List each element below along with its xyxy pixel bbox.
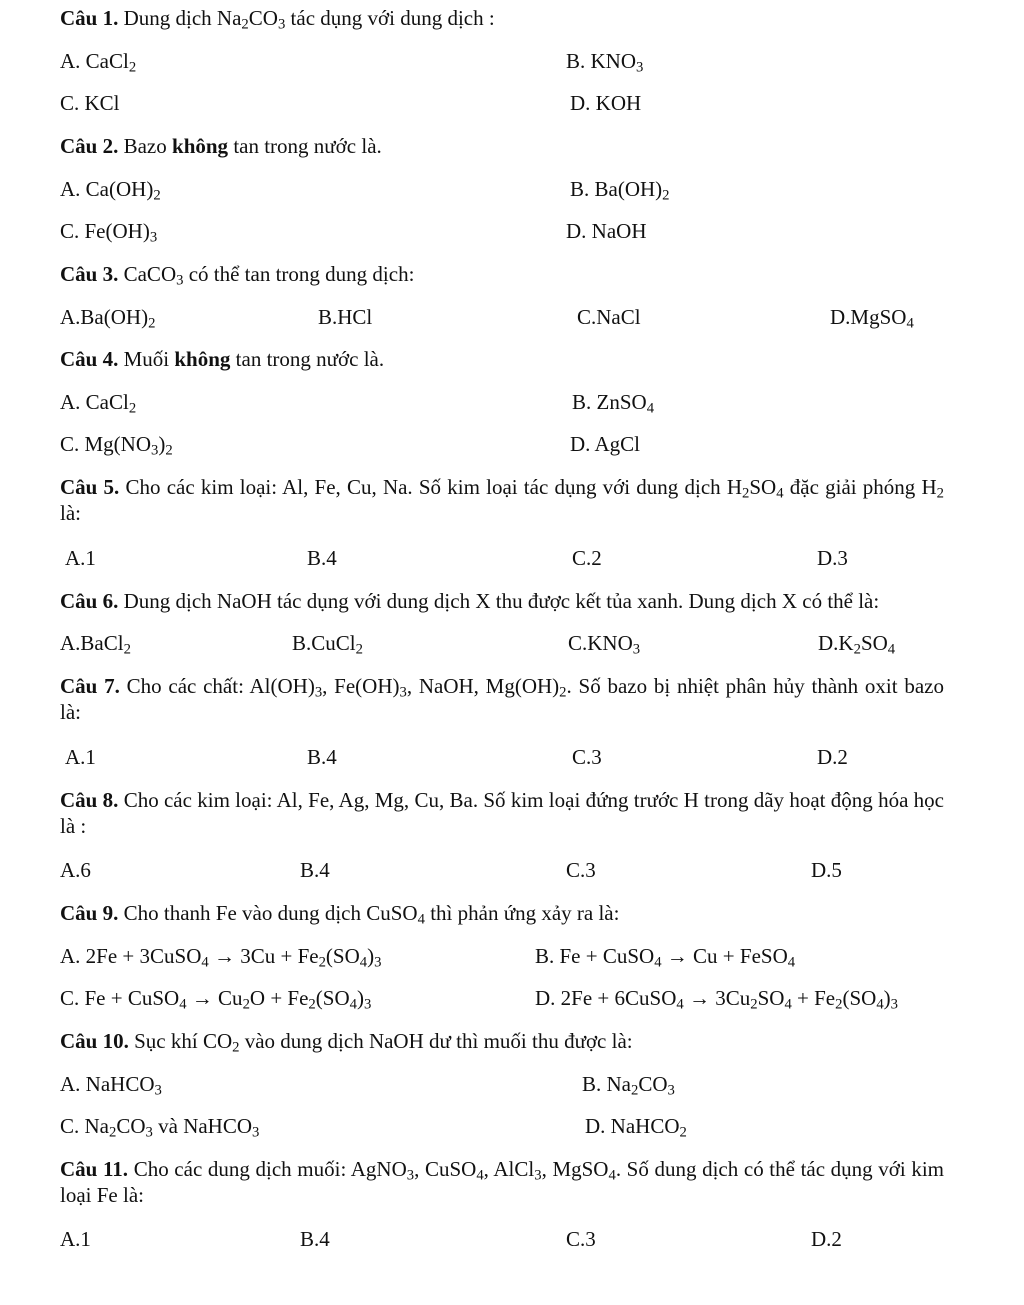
question-text: Cho các kim loại: Al, Fe, Cu, Na. Số kim loại tác dụng với dung dịch $H_2SO_4$ đặc giải phóng $H_2$ là: bbox=[60, 475, 945, 526]
option-c: C. Fe + CuSO$_4$ → $Cu_2O + Fe_2(SO_4)_3$ bbox=[60, 986, 372, 1013]
question-text: Bazo không tan trong nước là. bbox=[123, 134, 382, 158]
option-d: D.2 bbox=[817, 745, 848, 769]
question-6 bbox=[60, 588, 944, 614]
option-c: $C.KNO_3$ bbox=[568, 631, 641, 658]
question-text: Cho các chất: $Al(OH)_3$, $Fe(OH)_3$, NaOH, $Mg(OH)_2$. Số bazo bị nhiệt phân hủy thành oxit bazo là: bbox=[60, 674, 944, 725]
question-2 bbox=[60, 133, 944, 159]
option-b: B.4 bbox=[300, 1227, 330, 1251]
question-text: Cho các dung dịch muối: AgNO$_3$, CuSO$_4$, AlCl$_3$, MgSO$_4$. Số dung dịch có thể tác dụng với kim loại Fe là: bbox=[60, 1157, 945, 1208]
question-text: CaCO$_3$ có thể tan trong dung dịch: bbox=[123, 262, 415, 289]
question-number: Câu 10. bbox=[60, 1029, 129, 1053]
option-b: B. $Ba(OH)_2$ bbox=[570, 177, 670, 204]
option-a: A.1 bbox=[65, 546, 96, 570]
option-a: A. $Ca(OH)_2$ bbox=[60, 177, 161, 204]
option-c: C. $Fe(OH)_3$ bbox=[60, 219, 158, 246]
option-c: C.3 bbox=[566, 1227, 596, 1251]
question-number: Câu 7. bbox=[60, 674, 120, 698]
option-c: C.2 bbox=[572, 546, 602, 570]
option-a: A. CaCl$_2$ bbox=[60, 49, 137, 76]
question-9 bbox=[60, 900, 944, 926]
question-text: Cho thanh Fe vào dung dịch CuSO$_4$ thì phản ứng xảy ra là: bbox=[123, 901, 620, 928]
option-a: A. NaHCO$_3$ bbox=[60, 1072, 162, 1099]
option-a: A.1 bbox=[60, 1227, 91, 1251]
option-b: B.CuCl$_2$ bbox=[292, 631, 363, 658]
option-a: A.6 bbox=[60, 858, 91, 882]
question-number: Câu 2. bbox=[60, 134, 119, 158]
question-text: Cho các kim loại: Al, Fe, Ag, Mg, Cu, Ba. Số kim loại đứng trước H trong dãy hoạt động hóa học là : bbox=[60, 788, 944, 839]
option-b: B.HCl bbox=[318, 305, 373, 329]
option-c: C. $Na_2CO_3$ và NaHCO$_3$ bbox=[60, 1114, 260, 1141]
question-number: Câu 8. bbox=[60, 788, 119, 812]
option-a: A. CaCl$_2$ bbox=[60, 390, 137, 417]
question-number: Câu 1. bbox=[60, 6, 119, 30]
option-d: D.5 bbox=[811, 858, 842, 882]
option-b: B.4 bbox=[300, 858, 330, 882]
question-text: Sục khí $CO_2$ vào dung dịch NaOH dư thì muối thu được là: bbox=[134, 1029, 633, 1056]
option-a: A.BaCl$_2$ bbox=[60, 631, 131, 658]
option-c: C. $Mg(NO_3)_2$ bbox=[60, 432, 173, 459]
option-a: A. 2Fe + 3CuSO$_4$ → $3Cu + Fe_2(SO_4)_3$ bbox=[60, 944, 382, 971]
question-number: Câu 3. bbox=[60, 262, 119, 286]
question-7 bbox=[60, 673, 944, 726]
question-text: Dung dịch $Na_2CO_3$ tác dụng với dung dịch : bbox=[123, 6, 495, 33]
option-d: D. NaHCO$_2$ bbox=[585, 1114, 687, 1141]
option-b: B.4 bbox=[307, 546, 337, 570]
option-d: D. AgCl bbox=[570, 432, 641, 456]
option-b: B. ZnSO$_4$ bbox=[572, 390, 655, 417]
option-a: A.1 bbox=[65, 745, 96, 769]
question-11 bbox=[60, 1156, 944, 1209]
option-d: D. NaOH bbox=[566, 219, 647, 243]
option-c: C.NaCl bbox=[577, 305, 641, 329]
question-3 bbox=[60, 261, 944, 287]
question-number: Câu 6. bbox=[60, 589, 119, 613]
option-b: B. $Na_2CO_3$ bbox=[582, 1072, 675, 1099]
question-number: Câu 11. bbox=[60, 1157, 129, 1181]
option-c: C.3 bbox=[572, 745, 602, 769]
option-c: C. KCl bbox=[60, 91, 120, 115]
option-d: D. 2Fe + 6CuSO$_4$ → $3Cu_2SO_4 + Fe_2(SO_4)_3$ bbox=[535, 986, 898, 1013]
option-d: D.2 bbox=[811, 1227, 842, 1251]
question-number: Câu 9. bbox=[60, 901, 119, 925]
option-a: $A.Ba(OH)_2$ bbox=[60, 305, 156, 332]
option-d: D. KOH bbox=[570, 91, 642, 115]
option-b: B.4 bbox=[307, 745, 337, 769]
question-8 bbox=[60, 787, 944, 840]
question-text: Muối không tan trong nước là. bbox=[123, 347, 385, 371]
option-d: D.3 bbox=[817, 546, 848, 570]
option-d: D.MgSO$_4$ bbox=[830, 305, 914, 332]
question-10 bbox=[60, 1028, 944, 1054]
question-1 bbox=[60, 5, 944, 31]
option-b: B. Fe + CuSO$_4$ → Cu + FeSO$_4$ bbox=[535, 944, 796, 971]
question-number: Câu 5. bbox=[60, 475, 120, 499]
option-c: C.3 bbox=[566, 858, 596, 882]
question-text: Dung dịch NaOH tác dụng với dung dịch X thu được kết tủa xanh. Dung dịch X có thể là: bbox=[123, 589, 880, 613]
option-b: B. $KNO_3$ bbox=[566, 49, 644, 76]
question-5 bbox=[60, 474, 944, 527]
option-d: $D.K_2SO_4$ bbox=[818, 631, 896, 658]
question-4 bbox=[60, 346, 944, 372]
question-number: Câu 4. bbox=[60, 347, 119, 371]
